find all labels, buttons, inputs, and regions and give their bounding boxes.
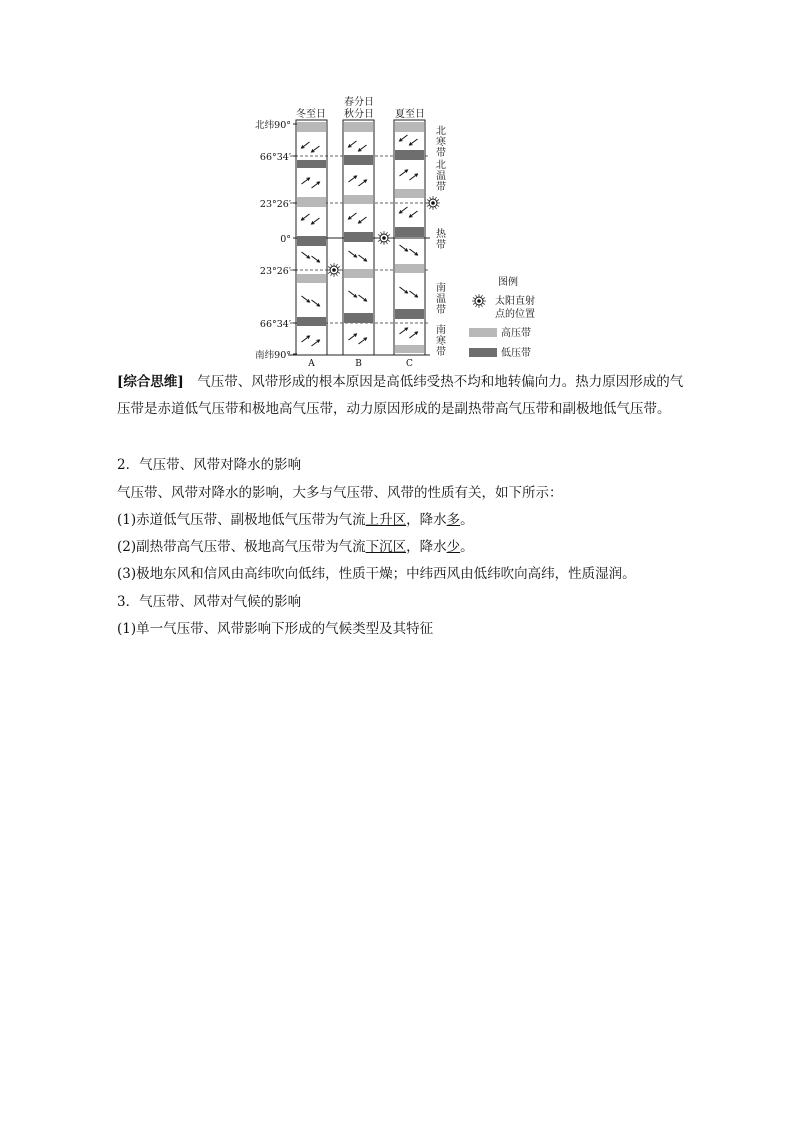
sun-core bbox=[332, 268, 336, 272]
zone-label-char: 带 bbox=[436, 148, 446, 159]
zone-label-char: 寒 bbox=[436, 336, 446, 347]
wind-arrow-icon bbox=[400, 328, 408, 334]
legend-title: 图例 bbox=[498, 277, 518, 288]
sun-ray bbox=[481, 295, 482, 297]
section-heading-climate: 3．气压带、风带对气候的影响 bbox=[117, 594, 302, 610]
wind-arrow-icon bbox=[349, 176, 357, 182]
pressure-band bbox=[344, 195, 373, 204]
legend-low-swatch bbox=[469, 348, 497, 357]
sun-core bbox=[382, 236, 386, 240]
pressure-band bbox=[395, 122, 424, 132]
legend-sun-label-1: 太阳直射 bbox=[495, 296, 535, 307]
sun-ray bbox=[388, 240, 390, 241]
wind-arrow-icon bbox=[410, 211, 418, 217]
sun-ray bbox=[473, 298, 475, 299]
legend-high-label: 高压带 bbox=[501, 328, 531, 339]
sun-ray bbox=[427, 205, 429, 206]
sun-ray bbox=[437, 200, 439, 201]
text-part: 。 bbox=[460, 539, 474, 555]
wind-arrow-icon bbox=[359, 145, 367, 151]
sun-ray bbox=[331, 264, 332, 266]
sun-core bbox=[477, 299, 481, 303]
legend-high-swatch bbox=[469, 328, 497, 337]
column-header-C: 夏至日 bbox=[395, 109, 425, 120]
pressure-band bbox=[297, 122, 326, 132]
column-header-B-line2: 秋分日 bbox=[344, 109, 374, 120]
synthesis-paragraph bbox=[117, 369, 685, 423]
sun-ray bbox=[481, 305, 482, 307]
sun-ray bbox=[430, 207, 431, 209]
underlined-answer: 上升区 bbox=[365, 512, 407, 528]
zone-label-char: 带 bbox=[436, 305, 446, 316]
wind-arrow-icon bbox=[302, 336, 310, 342]
column-header-A: 冬至日 bbox=[296, 109, 326, 120]
zone-label-char: 温 bbox=[436, 294, 446, 305]
sun-ray bbox=[328, 272, 330, 273]
latitude-label: 66°34′ bbox=[259, 152, 291, 163]
sun-ray bbox=[437, 205, 439, 206]
pressure-belt-figure bbox=[0, 0, 794, 370]
pressure-band bbox=[297, 317, 326, 326]
sun-ray bbox=[386, 232, 387, 234]
pressure-band bbox=[395, 150, 424, 160]
wind-arrow-icon bbox=[410, 139, 418, 145]
pressure-band bbox=[344, 269, 373, 278]
precip-item-1 bbox=[117, 507, 685, 534]
pressure-band bbox=[395, 227, 424, 237]
pressure-band bbox=[297, 197, 326, 207]
wind-arrow-icon bbox=[359, 255, 367, 261]
wind-arrow-icon bbox=[312, 300, 320, 306]
column-id-label: A bbox=[308, 359, 315, 369]
zone-label-char: 北 bbox=[436, 160, 446, 171]
sun-ray bbox=[381, 242, 382, 244]
sun-ray bbox=[483, 298, 485, 299]
wind-arrow-icon bbox=[349, 141, 357, 147]
sun-ray bbox=[386, 242, 387, 244]
sun-ray bbox=[476, 305, 477, 307]
latitude-label: 0° bbox=[280, 234, 291, 245]
sun-ray bbox=[338, 267, 340, 268]
sun-ray bbox=[338, 272, 340, 273]
wind-arrow-icon bbox=[410, 174, 418, 180]
wind-arrow-icon bbox=[312, 218, 320, 224]
wind-arrow-icon bbox=[302, 214, 310, 220]
pressure-band bbox=[297, 236, 326, 246]
zone-label-char: 带 bbox=[436, 347, 446, 358]
sun-ray bbox=[476, 295, 477, 297]
zone-label-char: 南 bbox=[436, 325, 446, 336]
wind-arrow-icon bbox=[400, 170, 408, 176]
wind-arrow-icon bbox=[410, 249, 418, 255]
pressure-band bbox=[344, 122, 373, 132]
column-id-label: B bbox=[355, 359, 362, 369]
pressure-band bbox=[395, 345, 424, 353]
text-part: ，降水 bbox=[406, 539, 447, 555]
pressure-band bbox=[297, 274, 326, 283]
pressure-band bbox=[344, 155, 373, 165]
pressure-band bbox=[395, 309, 424, 319]
sun-ray bbox=[378, 235, 380, 236]
section-heading-precipitation: 2．气压带、风带对降水的影响 bbox=[117, 457, 302, 473]
wind-arrow-icon bbox=[400, 207, 408, 213]
sun-ray bbox=[388, 235, 390, 236]
wind-arrow-icon bbox=[302, 252, 310, 258]
wind-arrow-icon bbox=[302, 178, 310, 184]
legend-sun-label-2: 点的位置 bbox=[495, 309, 535, 320]
wind-arrow-icon bbox=[302, 142, 310, 148]
zone-label-char: 南 bbox=[436, 283, 446, 294]
sun-ray bbox=[427, 200, 429, 201]
wind-arrow-icon bbox=[312, 340, 320, 346]
climate-item-1: (1)单一气压带、风带影响下形成的气候类型及其特征 bbox=[117, 621, 434, 637]
zone-label-char: 北 bbox=[436, 126, 446, 137]
wind-arrow-icon bbox=[349, 334, 357, 340]
text-part: (1)赤道低气压带、副极地低气压带为气流 bbox=[117, 512, 366, 528]
wind-arrow-icon bbox=[312, 146, 320, 152]
zone-label-char: 温 bbox=[436, 171, 446, 182]
latitude-label: 66°34′ bbox=[259, 319, 291, 330]
zone-label-char: 寒 bbox=[436, 137, 446, 148]
legend-low-label: 低压带 bbox=[501, 348, 531, 359]
sun-ray bbox=[328, 267, 330, 268]
zone-label-char: 带 bbox=[436, 182, 446, 193]
sun-ray bbox=[336, 264, 337, 266]
pressure-band bbox=[344, 313, 373, 323]
sun-ray bbox=[381, 232, 382, 234]
sun-ray bbox=[430, 197, 431, 199]
wind-arrow-icon bbox=[312, 182, 320, 188]
latitude-label: 北纬90° bbox=[255, 120, 291, 131]
latitude-label: 南纬90° bbox=[255, 350, 291, 361]
text-part: ，降水 bbox=[406, 512, 447, 528]
zone-label-char: 带 bbox=[436, 240, 446, 251]
wind-arrow-icon bbox=[410, 332, 418, 338]
wind-arrow-icon bbox=[400, 245, 408, 251]
precip-item-3: (3)极地东风和信风由高纬吹向低纬，性质干燥；中纬西风由低纬吹向高纬，性质湿润。 bbox=[117, 566, 636, 582]
wind-arrow-icon bbox=[359, 180, 367, 186]
sun-ray bbox=[483, 303, 485, 304]
sun-ray bbox=[435, 207, 436, 209]
sun-ray bbox=[378, 240, 380, 241]
precip-item-2 bbox=[117, 534, 685, 561]
text-part: (2)副热带高气压带、极地高气压带为气流 bbox=[117, 539, 366, 555]
wind-arrow-icon bbox=[359, 295, 367, 301]
underlined-answer: 下沉区 bbox=[365, 539, 407, 555]
text-part: 。 bbox=[460, 512, 474, 528]
column-header-B-line1: 春分日 bbox=[344, 97, 374, 108]
synthesis-text: 气压带、风带形成的根本原因是高低纬受热不均和地转偏向力。热力原因形成的气压带是赤道低气压带和极地高气压带，动力原因形成的是副热带高气压带和副极地低气压带。 bbox=[117, 374, 684, 417]
precip-intro: 气压带、风带对降水的影响，大多与气压带、风带的性质有关，如下所示： bbox=[117, 485, 563, 501]
pressure-band bbox=[344, 232, 373, 242]
synthesis-tag: [综合思维] bbox=[117, 374, 184, 390]
wind-arrow-icon bbox=[349, 213, 357, 219]
sun-core bbox=[431, 201, 435, 205]
wind-arrow-icon bbox=[410, 291, 418, 297]
column-id-label: C bbox=[406, 359, 413, 369]
wind-arrow-icon bbox=[302, 296, 310, 302]
wind-arrow-icon bbox=[349, 251, 357, 257]
sun-ray bbox=[435, 197, 436, 199]
underlined-answer: 多 bbox=[446, 512, 461, 528]
pressure-band bbox=[297, 160, 326, 168]
sun-ray bbox=[336, 274, 337, 276]
sun-ray bbox=[331, 274, 332, 276]
wind-arrow-icon bbox=[349, 291, 357, 297]
latitude-label: 23°26′ bbox=[259, 199, 291, 210]
underlined-answer: 少 bbox=[446, 539, 461, 555]
sun-ray bbox=[473, 303, 475, 304]
wind-arrow-icon bbox=[400, 287, 408, 293]
wind-arrow-icon bbox=[312, 256, 320, 262]
pressure-band bbox=[395, 264, 424, 273]
pressure-band bbox=[395, 189, 424, 198]
latitude-label: 23°26′ bbox=[259, 266, 291, 277]
wind-arrow-icon bbox=[359, 338, 367, 344]
wind-arrow-icon bbox=[359, 217, 367, 223]
wind-arrow-icon bbox=[400, 135, 408, 141]
zone-label-char: 热 bbox=[436, 229, 446, 240]
